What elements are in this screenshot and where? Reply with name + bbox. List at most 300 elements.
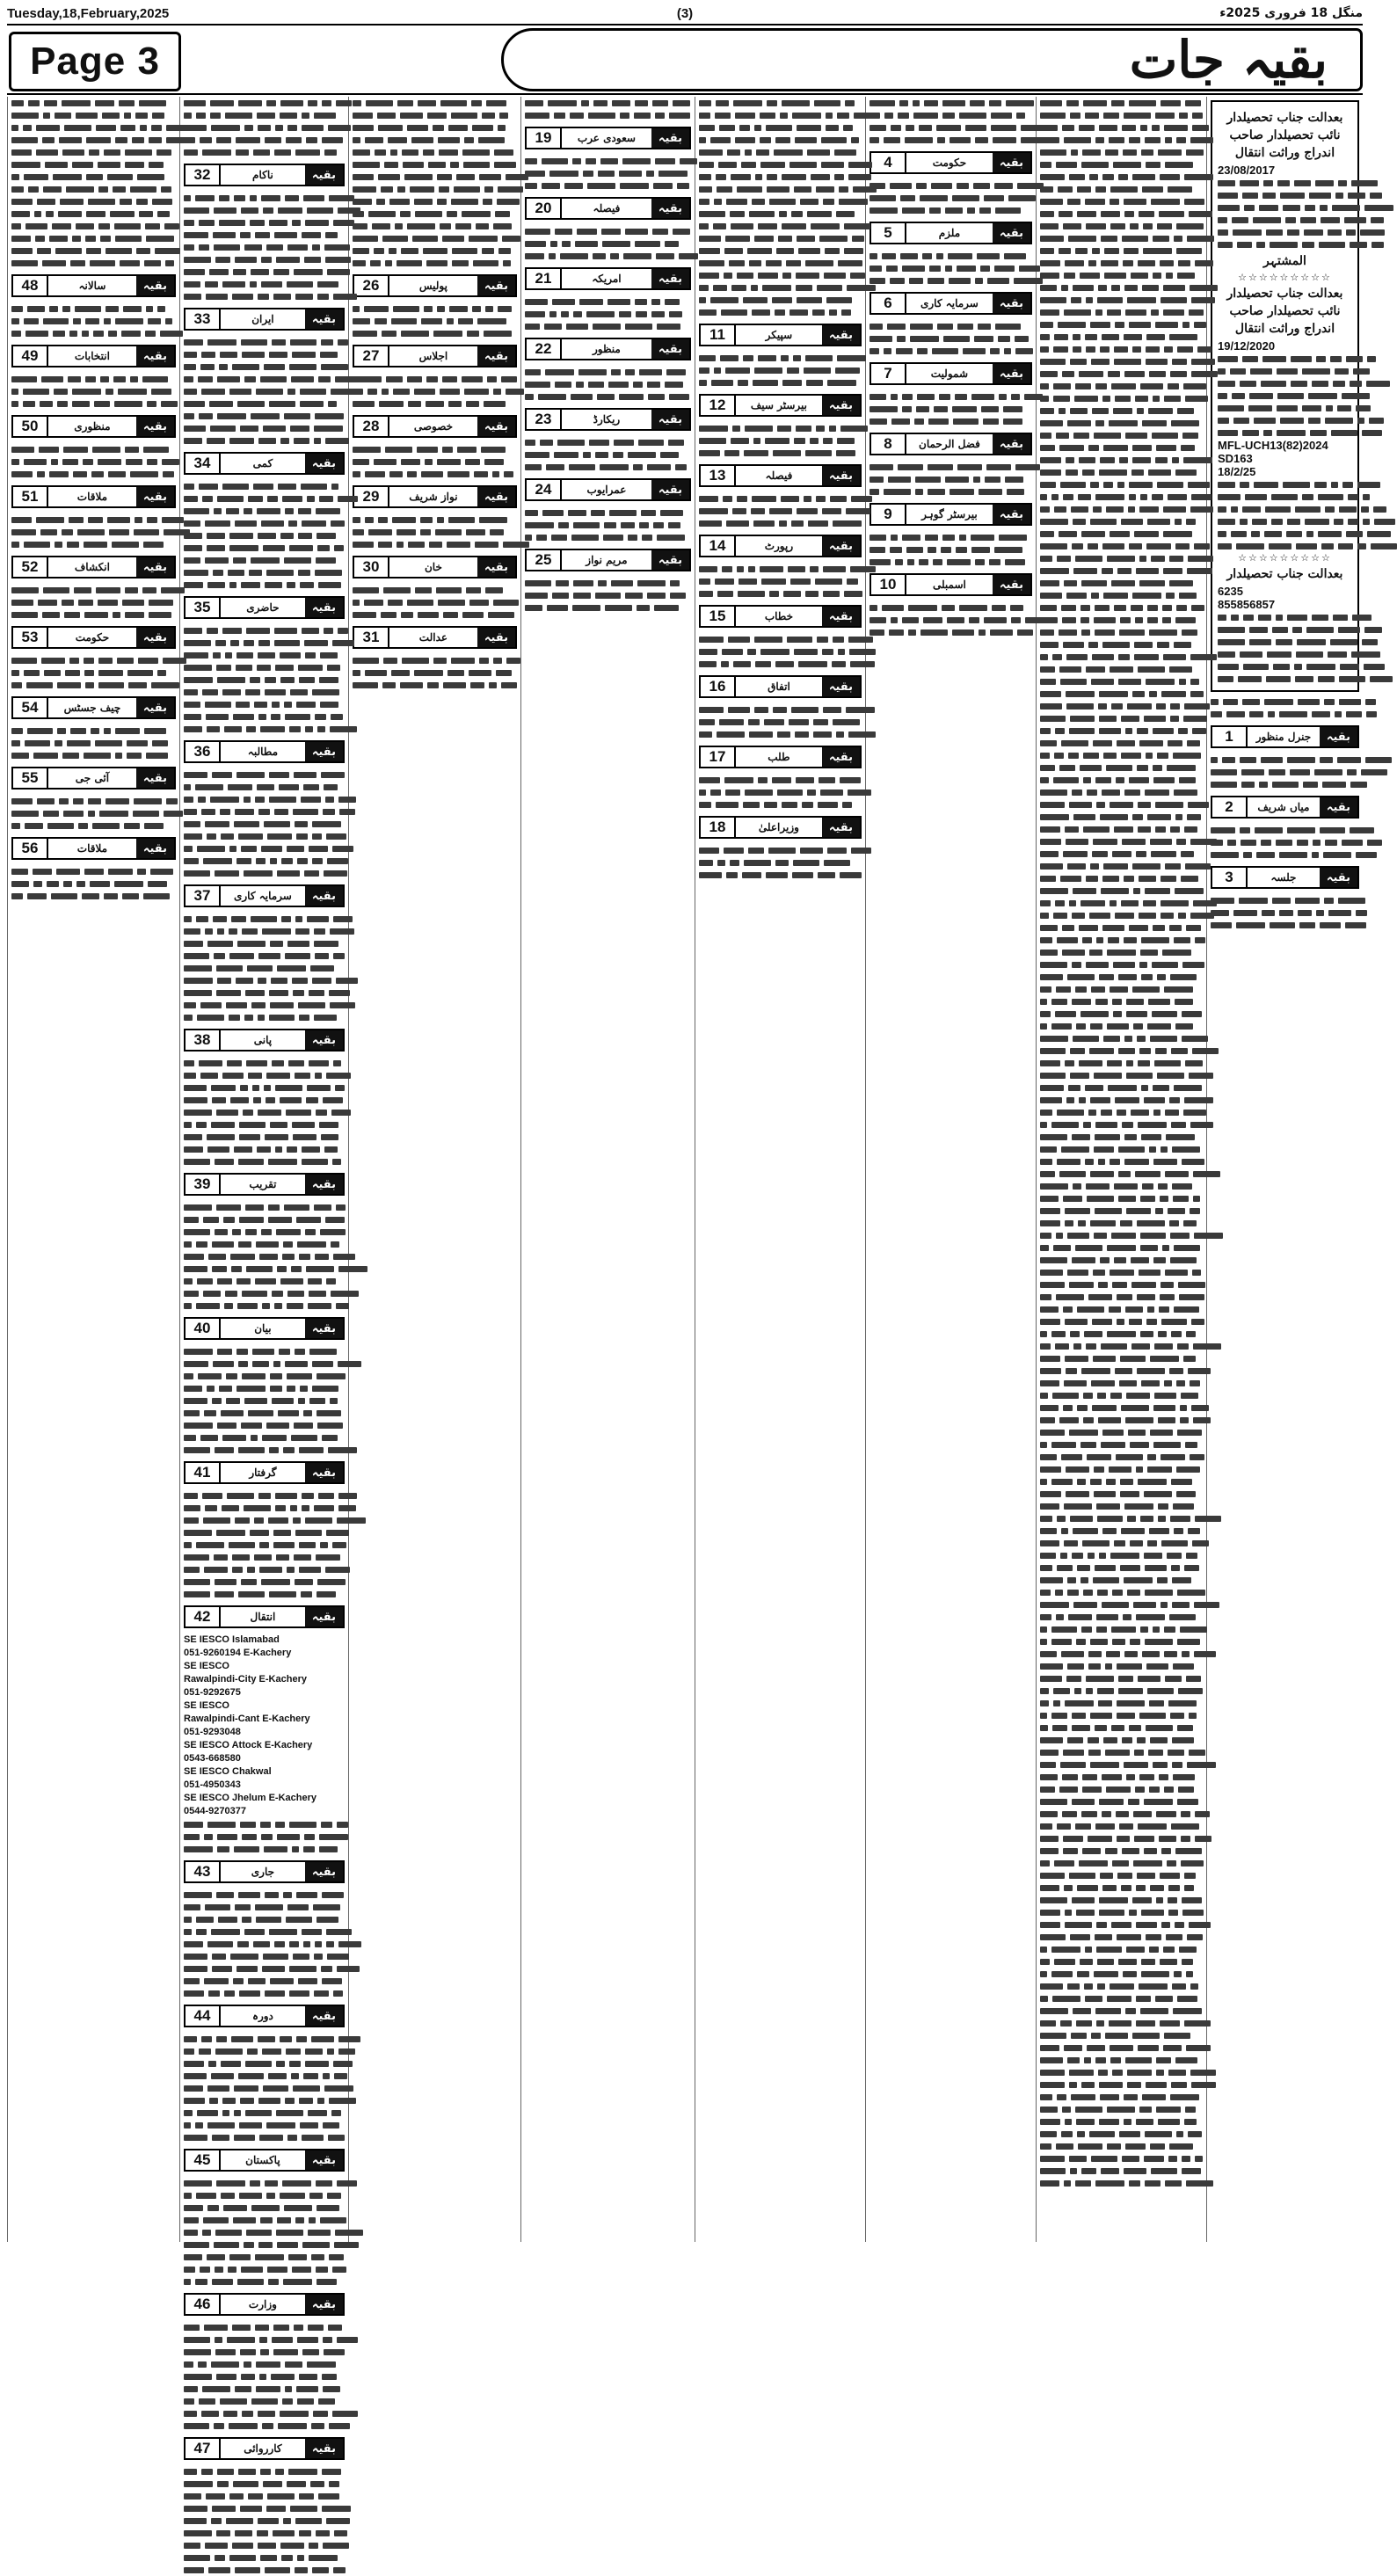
text-glyph-run [1153, 1085, 1169, 1091]
text-glyph-run [1125, 1306, 1143, 1313]
text-glyph-run [297, 858, 308, 864]
text-glyph-run [44, 100, 57, 106]
text-glyph-run [1218, 193, 1238, 199]
text-glyph-run [276, 257, 300, 263]
text-glyph-run [826, 297, 852, 303]
text-glyph-run [1040, 1011, 1051, 1017]
text-glyph-run [1040, 100, 1062, 106]
text-glyph-run [1161, 1454, 1185, 1460]
text-glyph-run [986, 464, 1011, 470]
text-glyph-run [466, 587, 481, 593]
continuation-title: سالانہ [78, 280, 106, 292]
text-glyph-run [1067, 863, 1086, 870]
text-glyph-run [263, 545, 285, 551]
text-glyph-run [184, 2386, 198, 2392]
text-glyph-run [1040, 986, 1051, 993]
text-glyph-run [241, 207, 258, 214]
text-glyph-run [251, 2205, 280, 2211]
text-glyph-run [1040, 531, 1054, 537]
mutation-heading: اندراج وراثت انتقال [1234, 146, 1335, 160]
text-glyph-run [370, 260, 381, 266]
text-glyph-run [407, 600, 433, 606]
text-glyph-run [309, 990, 324, 996]
text-glyph-run [213, 1361, 234, 1367]
text-glyph-run [262, 2423, 273, 2429]
text-glyph-run [1371, 543, 1397, 549]
continuation-header-26 [353, 274, 517, 297]
text-glyph-run [608, 299, 630, 305]
text-glyph-run [63, 881, 72, 887]
text-glyph-run [1051, 1479, 1073, 1485]
text-glyph-run [1150, 1737, 1168, 1743]
text-glyph-run [298, 1978, 317, 1984]
text-glyph-run [1256, 852, 1275, 858]
text-glyph-run [937, 324, 953, 330]
text-glyph-run [1178, 1688, 1203, 1694]
text-glyph-run [1099, 2082, 1123, 2088]
text-glyph-run [808, 520, 828, 527]
text-glyph-run [928, 278, 944, 284]
body-text [11, 302, 176, 339]
continuation-header-18 [699, 816, 862, 839]
text-glyph-run [1040, 580, 1059, 586]
text-glyph-run [1088, 1737, 1099, 1743]
text-glyph-run [1100, 1257, 1110, 1263]
text-glyph-run [43, 587, 69, 593]
text-glyph-run [550, 241, 557, 247]
text-glyph-run [333, 1990, 343, 1997]
text-glyph-run [1059, 1417, 1079, 1423]
text-glyph-run [1149, 629, 1177, 636]
continuation-header-21 [525, 267, 691, 290]
text-glyph-run [207, 1822, 236, 1828]
text-glyph-run [323, 2122, 339, 2128]
text-glyph-run [699, 355, 716, 361]
text-glyph-run [1124, 371, 1145, 377]
body-text [353, 443, 517, 480]
text-glyph-run [1143, 900, 1156, 906]
text-glyph-run [525, 253, 544, 259]
text-glyph-run [493, 223, 512, 229]
text-glyph-run [1080, 1959, 1093, 1965]
text-glyph-run [1040, 1553, 1056, 1559]
text-glyph-run [327, 665, 340, 671]
text-glyph-run [620, 113, 629, 119]
text-glyph-run [829, 426, 836, 432]
text-glyph-run [869, 477, 884, 483]
body-text [184, 97, 345, 158]
text-glyph-run [184, 244, 194, 251]
text-glyph-run [1156, 703, 1166, 709]
text-glyph-run [205, 928, 213, 935]
text-glyph-run [96, 125, 116, 131]
text-glyph-run [699, 211, 725, 217]
text-glyph-run [1076, 2119, 1095, 2125]
text-glyph-run [1131, 605, 1143, 611]
text-glyph-run [1059, 1171, 1086, 1177]
text-glyph-run [1051, 494, 1059, 500]
text-glyph-run [1161, 1540, 1188, 1546]
naib-heading: نائب تحصیلدار صاحب [1229, 128, 1341, 142]
text-glyph-run [1053, 346, 1068, 353]
text-glyph-run [1165, 137, 1172, 143]
text-glyph-run [218, 1917, 237, 1923]
text-glyph-run [207, 833, 216, 840]
text-glyph-run [1096, 1626, 1107, 1633]
text-glyph-run [760, 162, 785, 168]
text-glyph-run [310, 965, 334, 971]
text-glyph-run [1158, 149, 1182, 156]
text-glyph-run [296, 702, 316, 708]
text-glyph-run [1178, 260, 1190, 266]
text-glyph-run [293, 809, 318, 815]
text-glyph-run [273, 294, 291, 300]
text-glyph-run [1189, 1922, 1211, 1928]
text-glyph-run [353, 125, 374, 131]
text-glyph-run [226, 1002, 247, 1008]
text-glyph-run [1094, 1466, 1104, 1473]
text-glyph-run [699, 496, 718, 502]
text-glyph-run [1155, 1208, 1163, 1214]
text-glyph-run [108, 869, 133, 875]
continuation-label: بقیہ [822, 818, 860, 837]
text-glyph-run [749, 211, 775, 217]
continuation-header-2 [1211, 796, 1359, 819]
text-glyph-run [269, 1929, 297, 1935]
text-glyph-run [292, 2267, 311, 2273]
text-glyph-run [924, 100, 938, 106]
text-glyph-run [699, 100, 711, 106]
text-glyph-run [482, 248, 494, 254]
text-glyph-run [37, 798, 55, 804]
text-glyph-run [479, 517, 507, 523]
text-glyph-run [1153, 1405, 1175, 1411]
text-glyph-run [1192, 125, 1209, 131]
text-glyph-run [1040, 1442, 1047, 1448]
text-glyph-run [271, 978, 287, 984]
text-glyph-run [297, 2398, 314, 2405]
text-glyph-run [452, 248, 477, 254]
text-glyph-run [699, 790, 706, 796]
text-glyph-run [240, 426, 258, 432]
text-glyph-run [1177, 1996, 1197, 2002]
text-glyph-run [1014, 278, 1043, 284]
text-glyph-run [184, 2122, 191, 2128]
text-glyph-run [293, 990, 304, 996]
text-glyph-run [1155, 802, 1183, 808]
text-glyph-run [287, 244, 308, 251]
text-glyph-run [1062, 371, 1074, 377]
text-glyph-run [1161, 691, 1186, 697]
text-glyph-run [1103, 1737, 1117, 1743]
text-glyph-run [1138, 1676, 1161, 1682]
text-glyph-run [646, 171, 654, 177]
text-glyph-run [207, 2254, 225, 2260]
text-glyph-run [1138, 666, 1165, 673]
text-glyph-run [122, 893, 139, 899]
text-glyph-run [1276, 840, 1292, 846]
text-glyph-run [1165, 2180, 1182, 2187]
continuation-title: دورہ [251, 2010, 273, 2022]
iesco-contact-list [184, 1634, 345, 1818]
continuation-header-39 [184, 1173, 345, 1196]
text-glyph-run [1102, 642, 1130, 648]
text-glyph-run [1040, 839, 1061, 845]
text-glyph-run [722, 649, 743, 655]
text-glyph-run [1102, 1528, 1117, 1534]
text-glyph-run [338, 1505, 356, 1511]
text-glyph-run [488, 612, 514, 618]
text-glyph-run [322, 100, 331, 106]
text-glyph-run [1230, 368, 1246, 375]
text-glyph-run [1107, 1023, 1129, 1030]
text-glyph-run [1086, 962, 1109, 968]
text-glyph-run [240, 2098, 254, 2104]
text-glyph-run [184, 2180, 212, 2187]
text-glyph-run [447, 670, 464, 676]
text-glyph-run [595, 593, 621, 599]
text-glyph-run [1118, 1171, 1131, 1177]
text-glyph-run [1211, 769, 1237, 775]
text-glyph-run [1057, 556, 1071, 562]
text-glyph-run [277, 1834, 300, 1840]
continuation-title: حاضری [246, 601, 280, 614]
text-glyph-run [11, 658, 37, 664]
text-glyph-run [462, 612, 484, 618]
text-glyph-run [766, 872, 788, 878]
text-glyph-run [1294, 664, 1302, 670]
text-glyph-run [147, 517, 157, 523]
text-glyph-run [322, 1978, 342, 1984]
text-glyph-run [214, 1554, 228, 1561]
text-glyph-run [11, 260, 38, 266]
continuation-header-24 [525, 478, 691, 501]
text-glyph-run [1122, 125, 1136, 131]
text-glyph-run [660, 510, 683, 516]
text-glyph-run [1101, 211, 1120, 217]
text-glyph-run [1157, 974, 1166, 980]
text-glyph-run [1136, 1466, 1143, 1473]
text-glyph-run [637, 580, 666, 586]
text-glyph-run [1218, 494, 1241, 500]
text-glyph-run [1308, 393, 1337, 399]
text-glyph-run [1356, 852, 1377, 858]
text-glyph-run [134, 798, 162, 804]
text-glyph-run [807, 211, 832, 217]
text-glyph-run [1191, 494, 1211, 500]
text-glyph-run [250, 195, 257, 201]
text-glyph-run [1226, 711, 1245, 717]
text-glyph-run [1040, 1380, 1059, 1386]
text-glyph-run [1186, 2180, 1213, 2187]
text-glyph-run [814, 100, 840, 106]
text-glyph-run [1102, 543, 1124, 549]
text-glyph-run [1338, 627, 1360, 633]
text-glyph-run [974, 336, 993, 342]
text-glyph-run [303, 784, 319, 790]
text-glyph-run [1218, 405, 1244, 411]
text-glyph-run [1139, 1774, 1154, 1780]
text-glyph-run [753, 380, 778, 386]
text-glyph-run [404, 174, 433, 180]
text-glyph-run [1153, 1762, 1168, 1768]
text-glyph-run [638, 440, 664, 446]
text-glyph-run [222, 2110, 229, 2116]
text-glyph-run [266, 1073, 290, 1079]
text-glyph-run [25, 223, 47, 229]
text-glyph-run [184, 916, 192, 922]
text-glyph-run [288, 2469, 317, 2475]
text-glyph-run [1063, 642, 1084, 648]
text-glyph-run [298, 1002, 325, 1008]
text-glyph-run [270, 1978, 294, 1984]
text-glyph-run [1287, 615, 1307, 621]
text-glyph-run [525, 183, 537, 189]
text-glyph-run [393, 306, 419, 312]
text-glyph-run [754, 367, 782, 374]
text-glyph-run [321, 1822, 332, 1828]
text-glyph-run [1053, 913, 1067, 919]
text-glyph-run [184, 1591, 210, 1597]
text-glyph-run [506, 389, 524, 395]
text-glyph-run [1076, 2020, 1092, 2027]
text-glyph-run [1276, 615, 1283, 621]
text-glyph-run [330, 1002, 355, 1008]
text-glyph-run [52, 223, 71, 229]
text-glyph-run [306, 1097, 318, 1103]
text-glyph-run [902, 617, 919, 623]
text-glyph-run [222, 281, 245, 287]
text-glyph-run [1008, 195, 1036, 201]
text-glyph-run [538, 394, 566, 400]
text-glyph-run [208, 1254, 226, 1260]
text-glyph-run [1040, 765, 1055, 771]
text-glyph-run [848, 162, 872, 168]
text-glyph-run [991, 125, 1016, 131]
text-glyph-run [782, 223, 806, 229]
text-glyph-run [731, 223, 753, 229]
text-glyph-run [608, 382, 629, 388]
text-glyph-run [236, 1349, 248, 1355]
text-glyph-run [284, 2205, 312, 2211]
text-glyph-run [1148, 1750, 1163, 1756]
text-glyph-run [1040, 802, 1065, 808]
text-glyph-run [1171, 1823, 1199, 1830]
text-glyph-run [813, 719, 828, 725]
text-glyph-run [196, 1542, 224, 1548]
text-glyph-run [1164, 2033, 1190, 2039]
text-glyph-run [228, 2267, 236, 2273]
text-glyph-run [286, 137, 302, 143]
text-glyph-run [1194, 1233, 1223, 1239]
continuation-label: بقیہ [477, 346, 515, 366]
text-glyph-run [1089, 913, 1110, 919]
text-glyph-run [1134, 642, 1153, 648]
text-glyph-run [1259, 205, 1278, 211]
text-glyph-run [1348, 519, 1358, 525]
text-glyph-run [246, 1266, 273, 1272]
text-glyph-run [397, 542, 404, 548]
text-glyph-run [1093, 1356, 1116, 1362]
text-glyph-run [207, 726, 220, 732]
text-glyph-run [755, 174, 762, 180]
text-glyph-run [309, 2217, 316, 2223]
text-glyph-run [1169, 1614, 1196, 1620]
text-glyph-run [724, 848, 744, 854]
continuation-label: بقیہ [305, 886, 343, 906]
text-glyph-run [1040, 851, 1059, 857]
text-glyph-run [1158, 1417, 1175, 1423]
top-strip [7, 4, 1363, 23]
continuation-label: بقیہ [136, 346, 174, 366]
text-glyph-run [235, 1517, 250, 1524]
text-glyph-run [1040, 1590, 1051, 1596]
text-glyph-run [207, 339, 236, 346]
text-glyph-run [1040, 1368, 1061, 1374]
text-glyph-run [312, 858, 323, 864]
text-glyph-run [1069, 2070, 1094, 2076]
text-glyph-run [1129, 482, 1153, 488]
text-glyph-run [1076, 1910, 1095, 1916]
text-glyph-run [229, 533, 253, 539]
continuation-header-50 [11, 415, 176, 438]
text-glyph-run [1177, 346, 1193, 353]
text-glyph-run [201, 2469, 213, 2475]
text-glyph-run [184, 376, 193, 382]
text-glyph-run [950, 489, 974, 495]
text-glyph-run [882, 253, 896, 259]
text-glyph-run [323, 2386, 340, 2392]
text-glyph-run [1124, 1651, 1138, 1657]
text-glyph-run [415, 587, 432, 593]
text-glyph-run [1148, 999, 1170, 1005]
text-glyph-run [184, 689, 198, 695]
text-glyph-run [221, 2061, 241, 2067]
text-glyph-run [202, 689, 218, 695]
text-glyph-run [33, 881, 42, 887]
text-glyph-run [653, 183, 673, 189]
text-glyph-run [1179, 1294, 1204, 1300]
text-glyph-run [252, 1349, 274, 1355]
text-glyph-run [1154, 1060, 1181, 1066]
text-glyph-run [366, 100, 393, 106]
text-glyph-run [433, 125, 444, 131]
text-glyph-run [714, 199, 722, 205]
continuation-title: سرمایہ کاری [920, 297, 979, 309]
text-glyph-run [753, 438, 760, 444]
text-glyph-run [1095, 1934, 1112, 1940]
text-glyph-run [62, 529, 73, 535]
text-glyph-run [137, 869, 146, 875]
text-glyph-run [1052, 654, 1062, 660]
text-glyph-run [295, 916, 302, 922]
text-glyph-run [826, 125, 839, 131]
text-glyph-run [1006, 100, 1034, 106]
text-glyph-run [64, 125, 91, 131]
text-glyph-run [316, 557, 336, 564]
text-glyph-run [1040, 605, 1057, 611]
continuation-title: کارروائی [244, 2442, 282, 2455]
text-glyph-run [333, 2567, 346, 2573]
text-glyph-run [725, 790, 740, 796]
text-glyph-run [1015, 464, 1040, 470]
text-glyph-run [1266, 229, 1283, 236]
text-glyph-run [184, 1303, 192, 1309]
text-glyph-run [317, 533, 336, 539]
text-glyph-run [447, 318, 454, 324]
text-glyph-run [300, 401, 324, 407]
text-glyph-run [825, 248, 840, 254]
